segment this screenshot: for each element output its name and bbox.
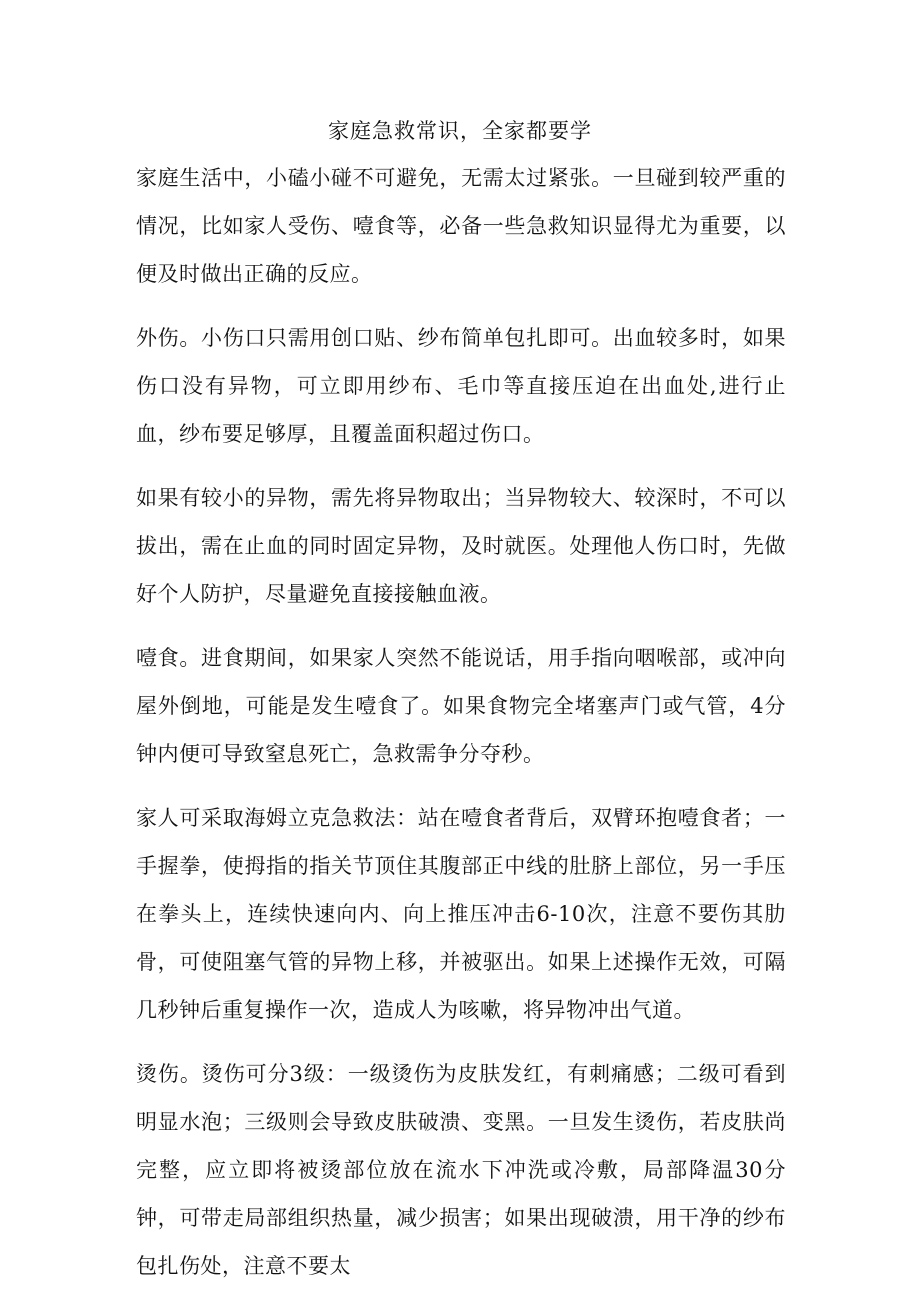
paragraph-intro: 家庭生活中，小磕小碰不可避免，无需太过紧张。一旦碰到较严重的情况，比如家人受伤、噎食等，必备一些急救知识显得尤为重要，以便及时做出正确的反应。 — [136, 166, 786, 286]
paragraph-foreign-object: 如果有较小的异物，需先将异物取出；当异物较大、较深时，不可以拔出，需在止血的同时固定异物，及时就医。处理他人伤口时，先做好个人防护，尽量避免直接接触血液。 — [136, 486, 786, 606]
paragraph-burns: 烫伤。烫伤可分3级：一级烫伤为皮肤发红，有刺痛感；二级可看到明显水泡；三级则会导致皮肤破溃、变黑。一旦发生烫伤，若皮肤尚完整，应立即将被烫部位放在流水下冲洗或冷敷，局部降温30分钟，可带走局部组织热量，减少损害；如果出现破溃，用干净的纱布包扎伤处，注意不要太 — [136, 1062, 786, 1278]
paragraph-choking: 噎食。进食期间，如果家人突然不能说话，用手指向咽喉部，或冲向屋外倒地，可能是发生噎食了。如果食物完全堵塞声门或气管，4分钟内便可导致窒息死亡，急救需争分夺秒。 — [136, 646, 786, 766]
paragraph-wound: 外伤。小伤口只需用创口贴、纱布简单包扎即可。出血较多时，如果伤口没有异物，可立即用纱布、毛巾等直接压迫在出血处,进行止血，纱布要足够厚，且覆盖面积超过伤口。 — [136, 326, 786, 446]
document-body — [136, 154, 786, 1306]
document-title: 家庭急救常识，全家都要学 — [328, 119, 592, 143]
paragraph-heimlich: 家人可采取海姆立克急救法：站在噎食者背后，双臂环抱噎食者；一手握拳，使拇指的指关节顶住其腹部正中线的肚脐上部位，另一手压在拳头上，连续快速向内、向上推压冲击6-10次，注意不要伤其肋骨，可使阻塞气管的异物上移，并被驱出。如果上述操作无效，可隔几秒钟后重复操作一次，造成人为咳嗽，将异物冲出气道。 — [136, 806, 786, 1022]
